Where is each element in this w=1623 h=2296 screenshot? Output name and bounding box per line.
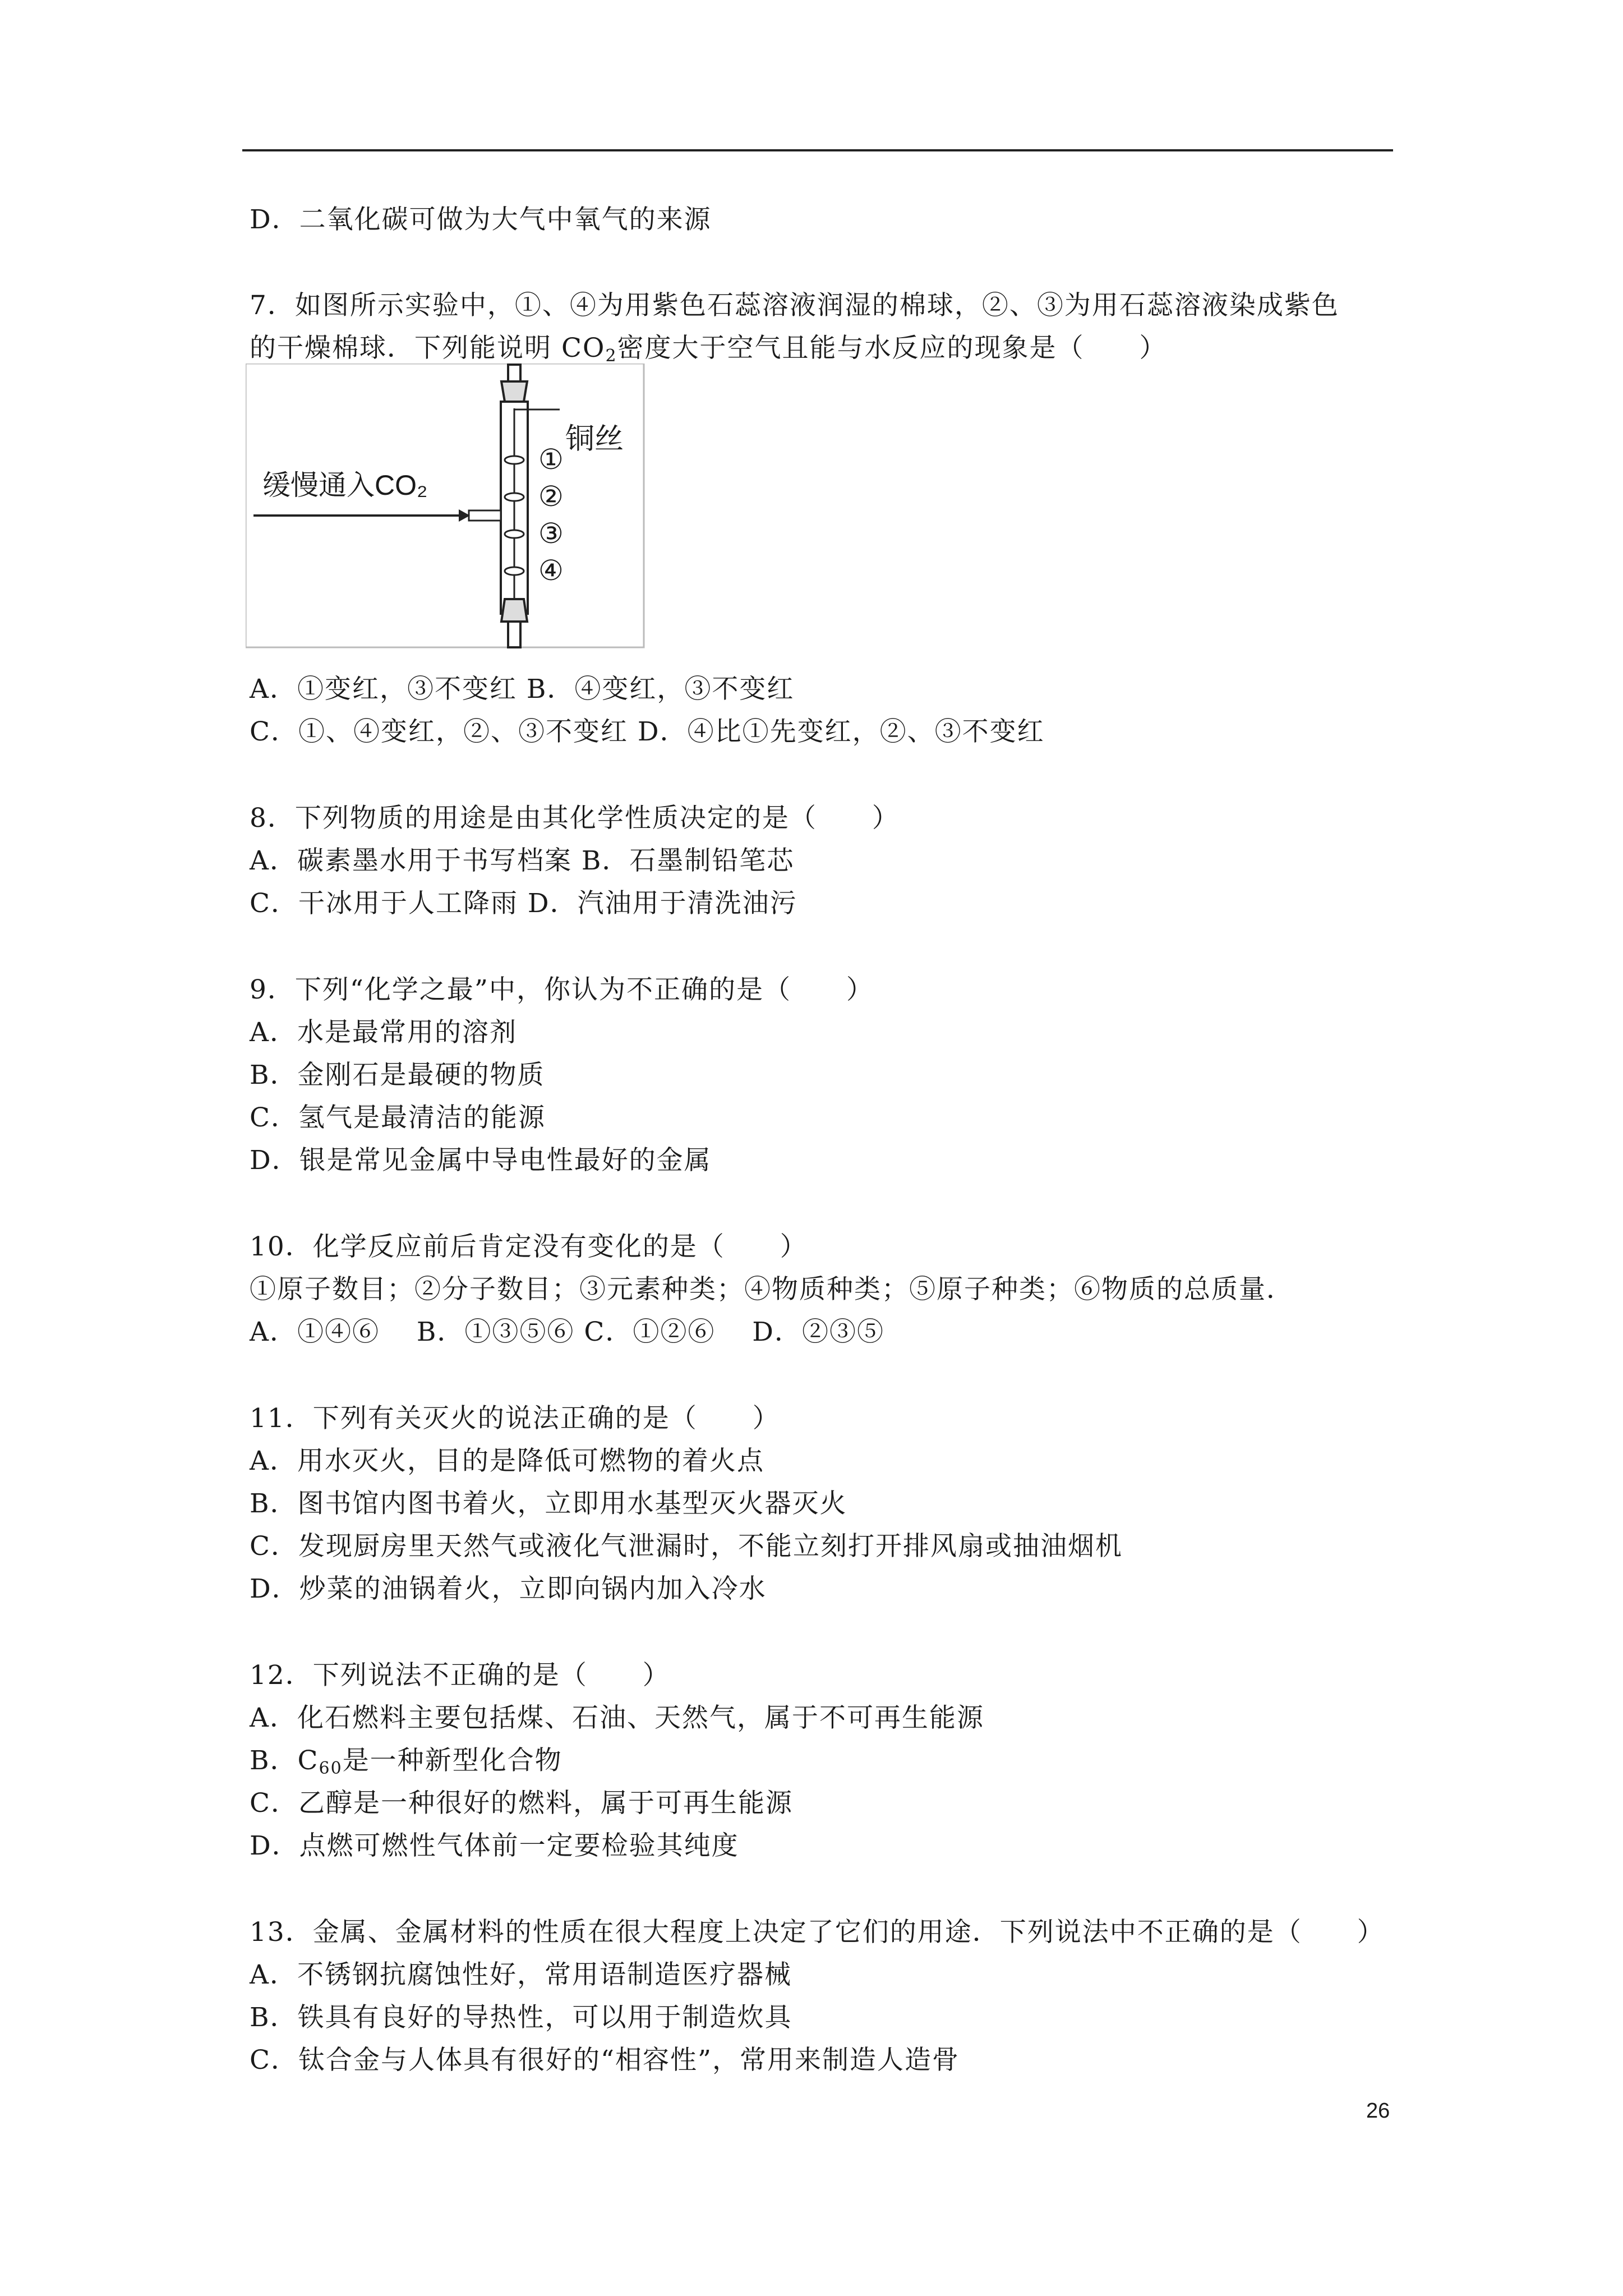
- cotton-ball-2: [505, 493, 524, 501]
- q10-stem: 10．化学反应前后肯定没有变化的是（ ）: [250, 1231, 808, 1262]
- q8-options-line1: A．碳素墨水用于书写档案 B．石墨制铅笔芯: [250, 845, 795, 876]
- q8-stem: 8．下列物质的用途是由其化学性质决定的是（ ）: [250, 803, 900, 834]
- arrow-label: 缓慢通入CO₂: [262, 470, 428, 501]
- cotton-ball-4: [505, 567, 524, 575]
- cotton-ball-3: [505, 530, 524, 538]
- q9-option-c: C．氢气是最清洁的能源: [250, 1102, 546, 1133]
- q10-items: ①原子数目；②分子数目；③元素种类；④物质种类；⑤原子种类；⑥物质的总质量．: [250, 1274, 1294, 1305]
- ball-label-3: ③: [538, 517, 564, 550]
- ball-label-4: ④: [538, 554, 564, 587]
- q9-option-b: B．金刚石是最硬的物质: [250, 1060, 545, 1091]
- co2-experiment-figure: [246, 364, 645, 648]
- q9-option-d: D．银是常见金属中导电性最好的金属: [250, 1145, 712, 1176]
- q9-stem: 9．下列“化学之最”中，你认为不正确的是（ ）: [250, 974, 874, 1005]
- q6-option-d: D．二氧化碳可做为大气中氧气的来源: [250, 204, 712, 235]
- q12-option-d: D．点燃可燃性气体前一定要检验其纯度: [250, 1830, 739, 1861]
- q11-option-a: A．用水灭火，目的是降低可燃物的着火点: [250, 1446, 764, 1476]
- q13-stem: 13．金属、金属材料的性质在很大程度上决定了它们的用途．下列说法中不正确的是（ ）: [250, 1917, 1385, 1948]
- q11-option-c: C．发现厨房里天然气或液化气泄漏时，不能立刻打开排风扇或抽油烟机: [250, 1531, 1123, 1562]
- top-tube-stub: [508, 365, 520, 381]
- bottom-stopper: [501, 599, 527, 622]
- q9-option-a: A．水是最常用的溶剂: [250, 1017, 517, 1048]
- q8-options-line2: C．干冰用于人工降雨 D．汽油用于清洗油污: [250, 888, 797, 919]
- figure-frame: [246, 364, 644, 647]
- q11-option-d: D．炒菜的油锅着火，立即向锅内加入冷水: [250, 1573, 767, 1604]
- q13-option-a: A．不锈钢抗腐蚀性好，常用语制造医疗器械: [250, 1959, 792, 1990]
- top-stopper: [501, 381, 527, 402]
- q13-option-b: B．铁具有良好的导热性，可以用于制造炊具: [250, 2002, 792, 2033]
- q12-option-c: C．乙醇是一种很好的燃料，属于可再生能源: [250, 1788, 793, 1819]
- q7-options-line1: A．①变红，③不变红 B．④变红，③不变红: [250, 674, 795, 705]
- bottom-tube-stub: [508, 622, 520, 647]
- ball-label-2: ②: [538, 480, 564, 513]
- q10-options: A．①④⑥ B．①③⑤⑥ C．①②⑥ D．②③⑤: [250, 1317, 884, 1347]
- q12-option-a: A．化石燃料主要包括煤、石油、天然气，属于不可再生能源: [250, 1703, 984, 1733]
- q12-option-b: B．$C_{60}$是一种新型化合物: [250, 1745, 562, 1778]
- q7-stem-line1: 7．如图所示实验中，①、④为用紫色石蕊溶液润湿的棉球，②、③为用石蕊溶液染成紫色: [250, 290, 1339, 321]
- header-rule: [242, 149, 1393, 151]
- q12-stem: 12．下列说法不正确的是（ ）: [250, 1660, 670, 1691]
- q7-stem-line2: 的干燥棉球．下列能说明 $CO_2$密度大于空气且能与水反应的现象是（ ）: [250, 333, 1167, 366]
- page-number: 26: [1366, 2099, 1390, 2123]
- q11-option-b: B．图书馆内图书着火，立即用水基型灭火器灭火: [250, 1488, 847, 1519]
- q13-option-c: C．钛合金与人体具有很好的“相容性”，常用来制造人造骨: [250, 2045, 960, 2076]
- side-inlet-tube: [469, 510, 501, 521]
- wire-label: 铜丝: [565, 423, 624, 455]
- q11-stem: 11．下列有关灭火的说法正确的是（ ）: [250, 1403, 780, 1434]
- cotton-ball-1: [505, 456, 524, 464]
- ball-label-1: ①: [538, 443, 564, 476]
- q7-options-line2: C．①、④变红，②、③不变红 D．④比①先变红，②、③不变红: [250, 716, 1045, 747]
